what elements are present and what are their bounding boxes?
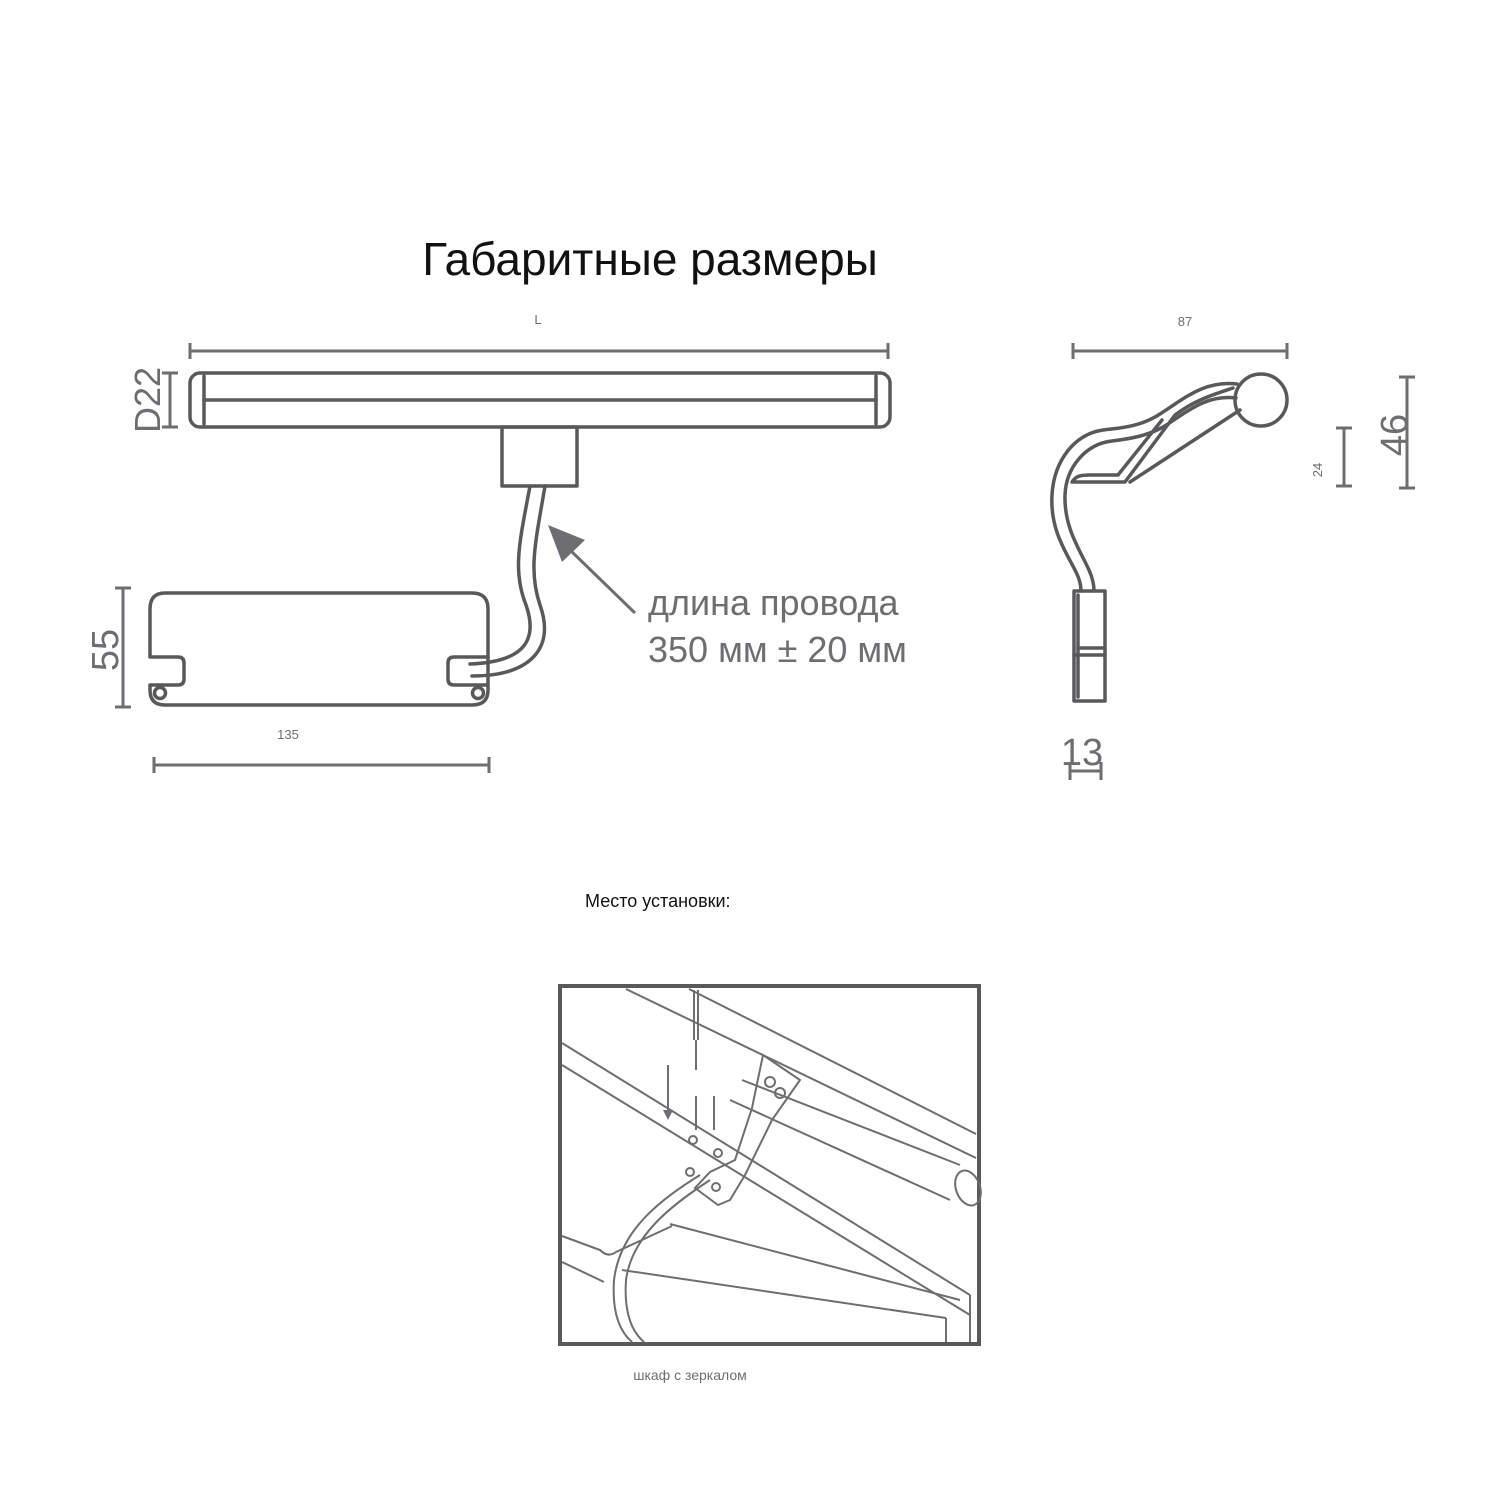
lamp-side-view: [1052, 314, 1416, 780]
side-connector: [1074, 591, 1105, 701]
power-cable: [470, 486, 545, 676]
dimension-total-height-label: 46: [1374, 413, 1416, 457]
cable-arrow: [548, 525, 635, 613]
dimension-side-width-label: 87: [1177, 314, 1193, 329]
dimension-length-label: L: [534, 312, 542, 327]
dimension-side-width-line: [1073, 343, 1287, 359]
dimension-driver-width-line: [154, 757, 489, 773]
lamp-front-view: [85, 312, 907, 773]
installation-illustration: [560, 986, 985, 1344]
page-title: Габаритные размеры: [422, 233, 878, 285]
dimension-arm-height-label: 24: [1310, 462, 1325, 478]
dimension-diameter-label: D22: [127, 366, 168, 434]
side-arm: [1052, 383, 1240, 591]
lamp-mount-block: [502, 427, 577, 486]
driver-box: [150, 593, 488, 705]
dimension-connector-width-label: 13: [1060, 732, 1104, 774]
lamp-bar: [190, 373, 890, 427]
dimension-length-line: [190, 343, 888, 359]
cable-length-note-line2: 350 мм ± 20 мм: [648, 629, 907, 670]
dimension-driver-width-label: 135: [277, 727, 299, 742]
dimension-arm-height-line: [1336, 428, 1352, 486]
installation-label: Место установки:: [585, 891, 731, 911]
dimension-driver-height-label: 55: [85, 628, 127, 672]
side-lamp-head: [1235, 374, 1287, 426]
installation-caption: шкаф с зеркалом: [633, 1367, 747, 1383]
cable-length-note-line1: длина провода: [648, 582, 899, 623]
